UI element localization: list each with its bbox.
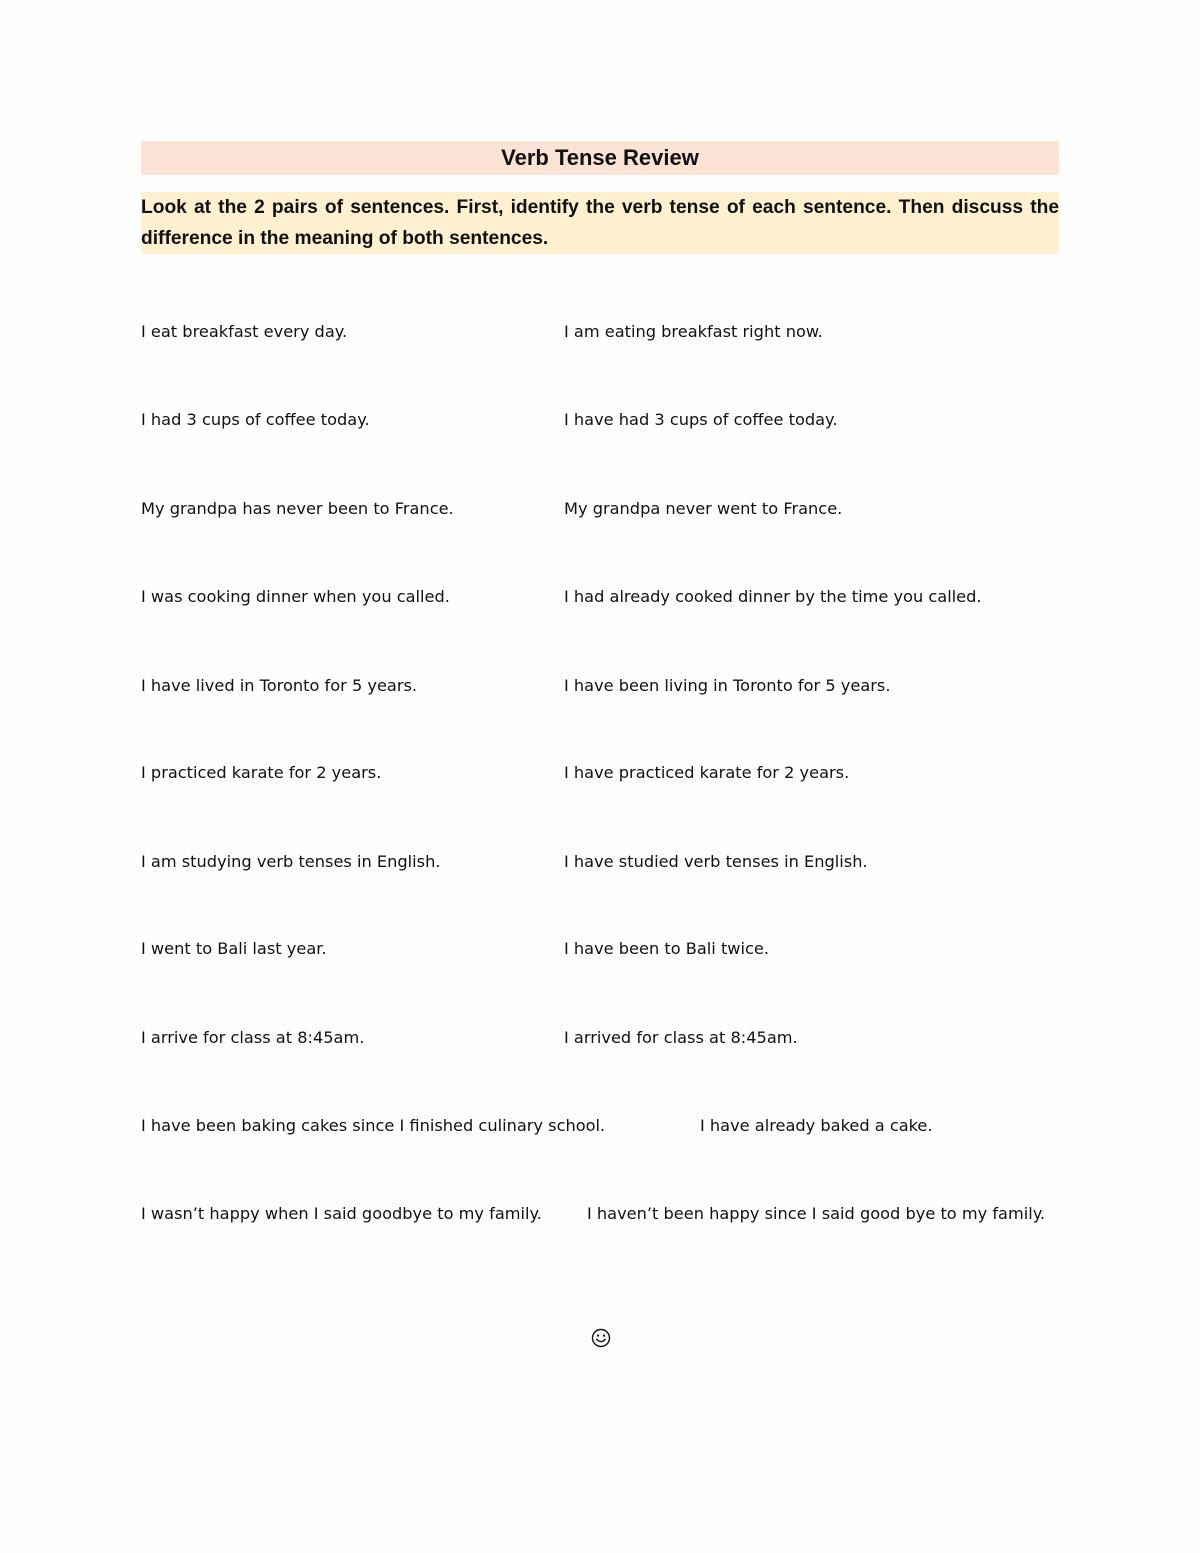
- title-banner: [141, 141, 1059, 175]
- sentence-left: I went to Bali last year.: [141, 939, 327, 958]
- sentence-left: I am studying verb tenses in English.: [141, 852, 441, 871]
- sentence-right: I have been to Bali twice.: [564, 939, 770, 958]
- smiley-face-icon: [589, 1326, 613, 1350]
- sentence-left: I had 3 cups of coffee today.: [141, 410, 370, 429]
- sentence-left: I wasn’t happy when I said goodbye to my family.: [141, 1204, 542, 1223]
- sentence-left: I practiced karate for 2 years.: [141, 763, 382, 782]
- sentence-right: I have practiced karate for 2 years.: [564, 763, 850, 782]
- sentence-left: I was cooking dinner when you called.: [141, 587, 450, 606]
- sentence-right: My grandpa never went to France.: [564, 499, 843, 518]
- sentence-left: I arrive for class at 8:45am.: [141, 1028, 365, 1047]
- page-title: Verb Tense Review: [501, 145, 699, 170]
- sentence-right: I have already baked a cake.: [700, 1116, 933, 1135]
- instructions-box: [141, 192, 1059, 254]
- sentence-left: I have lived in Toronto for 5 years.: [141, 676, 418, 695]
- sentence-left: I eat breakfast every day.: [141, 322, 348, 341]
- sentence-right: I have been living in Toronto for 5 years.: [564, 676, 891, 695]
- sentence-left: My grandpa has never been to France.: [141, 499, 454, 518]
- sentence-right: I haven’t been happy since I said good bye to my family.: [587, 1204, 1046, 1223]
- sentence-right: I am eating breakfast right now.: [564, 322, 823, 341]
- sentence-left: I have been baking cakes since I finished culinary school.: [141, 1116, 606, 1135]
- sentence-right: I arrived for class at 8:45am.: [564, 1028, 798, 1047]
- sentence-right: I have had 3 cups of coffee today.: [564, 410, 838, 429]
- instructions-text: Look at the 2 pairs of sentences. First, identify the verb tense of each sentence. Then discuss the difference in the meaning of both sentences.: [141, 197, 1059, 249]
- sentence-right: I had already cooked dinner by the time you called.: [564, 587, 982, 606]
- sentence-right: I have studied verb tenses in English.: [564, 852, 868, 871]
